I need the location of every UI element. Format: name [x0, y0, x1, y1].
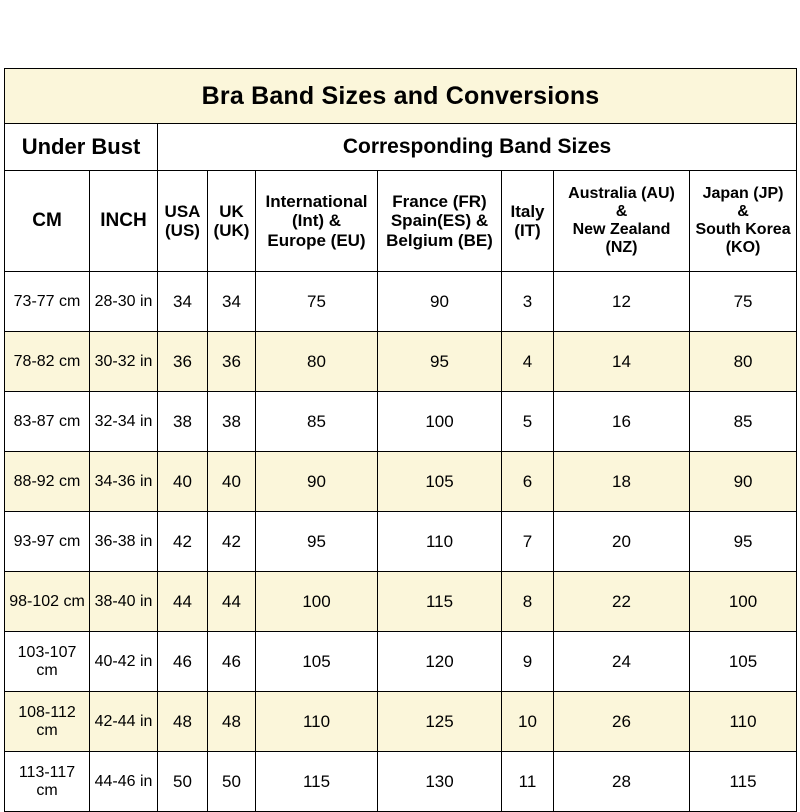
cell-australia: 12: [554, 272, 690, 332]
cell-usa: 34: [158, 272, 208, 332]
cell-intl: 115: [256, 752, 378, 812]
cell-australia: 22: [554, 572, 690, 632]
cell-japan: 110: [690, 692, 797, 752]
cell-inch: 30-32 in: [90, 332, 158, 392]
cell-intl: 110: [256, 692, 378, 752]
column-header-intl-line-2: (Int) &: [291, 211, 342, 231]
cell-france: 120: [378, 632, 502, 692]
cell-france: 125: [378, 692, 502, 752]
cell-uk: 44: [208, 572, 256, 632]
cell-france: 105: [378, 452, 502, 512]
table-row: [5, 452, 797, 512]
group-header-under-bust: Under Bust: [5, 124, 158, 171]
cell-australia: 24: [554, 632, 690, 692]
column-header-france-line-1: France (FR): [392, 192, 487, 212]
cell-france: 90: [378, 272, 502, 332]
cell-inch: 28-30 in: [90, 272, 158, 332]
column-header-australia-line-2: &: [615, 203, 628, 221]
cell-inch: 36-38 in: [90, 512, 158, 572]
cell-japan: 85: [690, 392, 797, 452]
column-header-uk: [208, 171, 256, 272]
cell-australia: 18: [554, 452, 690, 512]
column-header-japan-line-4: (KO): [725, 238, 761, 256]
cell-usa: 38: [158, 392, 208, 452]
cell-inch: 44-46 in: [90, 752, 158, 812]
chart-title: Bra Band Sizes and Conversions: [5, 69, 797, 124]
cell-intl: 90: [256, 452, 378, 512]
cell-cm: 98-102 cm: [5, 572, 90, 632]
cell-france: 110: [378, 512, 502, 572]
cell-australia: 20: [554, 512, 690, 572]
cell-uk: 46: [208, 632, 256, 692]
cell-australia: 28: [554, 752, 690, 812]
column-header-australia-line-3: New Zealand: [572, 221, 671, 238]
cell-cm: 88-92 cm: [5, 452, 90, 512]
column-header-usa-line-2: (US): [165, 221, 200, 240]
column-header-usa-line-1: USA: [164, 201, 201, 221]
cell-uk: 36: [208, 332, 256, 392]
cell-cm: 83-87 cm: [5, 392, 90, 452]
column-header-cm-line-1: CM: [32, 210, 62, 232]
cell-cm: 73-77 cm: [5, 272, 90, 332]
cell-cm: 103-107 cm: [5, 632, 90, 692]
cell-usa: 44: [158, 572, 208, 632]
cell-japan: 100: [690, 572, 797, 632]
cell-intl: 80: [256, 332, 378, 392]
cell-france: 115: [378, 572, 502, 632]
cell-cm: 108-112 cm: [5, 692, 90, 752]
cell-inch: 42-44 in: [90, 692, 158, 752]
cell-italy: 9: [502, 632, 554, 692]
column-header-france-line-2: Spain(ES) &: [390, 211, 489, 231]
column-header-japan-line-1: Japan (JP): [702, 185, 784, 203]
cell-japan: 95: [690, 512, 797, 572]
cell-italy: 5: [502, 392, 554, 452]
cell-inch: 34-36 in: [90, 452, 158, 512]
column-header-row: [5, 171, 797, 272]
cell-italy: 4: [502, 332, 554, 392]
cell-uk: 40: [208, 452, 256, 512]
column-header-japan-southkorea: [690, 171, 797, 272]
table-head: [5, 69, 797, 272]
table-row: [5, 392, 797, 452]
column-header-australia-line-4: (NZ): [605, 238, 638, 256]
cell-japan: 75: [690, 272, 797, 332]
column-header-italy-line-2: (IT): [514, 221, 541, 240]
table-row: [5, 632, 797, 692]
cell-australia: 16: [554, 392, 690, 452]
cell-usa: 46: [158, 632, 208, 692]
column-header-france-spain-belgium: [378, 171, 502, 272]
cell-italy: 10: [502, 692, 554, 752]
column-header-international-europe: [256, 171, 378, 272]
column-header-cm: [5, 171, 90, 272]
cell-france: 95: [378, 332, 502, 392]
cell-intl: 85: [256, 392, 378, 452]
table-row: [5, 332, 797, 392]
cell-france: 130: [378, 752, 502, 812]
column-header-inch-line-1: INCH: [100, 210, 147, 232]
cell-cm: 113-117 cm: [5, 752, 90, 812]
cell-intl: 105: [256, 632, 378, 692]
cell-uk: 34: [208, 272, 256, 332]
cell-italy: 3: [502, 272, 554, 332]
column-header-italy: [502, 171, 554, 272]
column-header-uk-line-1: UK: [219, 201, 244, 221]
table-row: [5, 512, 797, 572]
cell-inch: 38-40 in: [90, 572, 158, 632]
cell-intl: 95: [256, 512, 378, 572]
column-header-usa: [158, 171, 208, 272]
cell-japan: 80: [690, 332, 797, 392]
cell-usa: 42: [158, 512, 208, 572]
cell-intl: 75: [256, 272, 378, 332]
table-body: [5, 272, 797, 812]
group-header-band-sizes: Corresponding Band Sizes: [158, 124, 797, 171]
table-row: [5, 752, 797, 812]
cell-australia: 14: [554, 332, 690, 392]
table-row: [5, 272, 797, 332]
table-row: [5, 572, 797, 632]
cell-uk: 50: [208, 752, 256, 812]
group-header-row: [5, 124, 797, 171]
size-conversion-table: [4, 68, 797, 812]
cell-usa: 40: [158, 452, 208, 512]
column-header-australia-line-1: Australia (AU): [568, 185, 675, 203]
column-header-australia-newzealand: [554, 171, 690, 272]
cell-inch: 32-34 in: [90, 392, 158, 452]
cell-italy: 11: [502, 752, 554, 812]
column-header-intl-line-1: International: [265, 192, 368, 212]
cell-usa: 48: [158, 692, 208, 752]
cell-uk: 42: [208, 512, 256, 572]
cell-uk: 38: [208, 392, 256, 452]
cell-usa: 36: [158, 332, 208, 392]
column-header-france-line-3: Belgium (BE): [386, 230, 493, 250]
column-header-uk-line-2: (UK): [213, 221, 250, 240]
cell-italy: 7: [502, 512, 554, 572]
cell-inch: 40-42 in: [90, 632, 158, 692]
cell-usa: 50: [158, 752, 208, 812]
cell-italy: 8: [502, 572, 554, 632]
cell-japan: 105: [690, 632, 797, 692]
cell-japan: 115: [690, 752, 797, 812]
cell-france: 100: [378, 392, 502, 452]
cell-cm: 93-97 cm: [5, 512, 90, 572]
cell-intl: 100: [256, 572, 378, 632]
column-header-intl-line-3: Europe (EU): [267, 230, 366, 250]
cell-uk: 48: [208, 692, 256, 752]
column-header-japan-line-3: South Korea: [695, 221, 791, 238]
column-header-japan-line-2: &: [737, 203, 749, 221]
column-header-inch: [90, 171, 158, 272]
column-header-italy-line-1: Italy: [510, 201, 545, 221]
table-row: [5, 692, 797, 752]
title-row: [5, 69, 797, 124]
cell-cm: 78-82 cm: [5, 332, 90, 392]
cell-italy: 6: [502, 452, 554, 512]
cell-australia: 26: [554, 692, 690, 752]
cell-japan: 90: [690, 452, 797, 512]
